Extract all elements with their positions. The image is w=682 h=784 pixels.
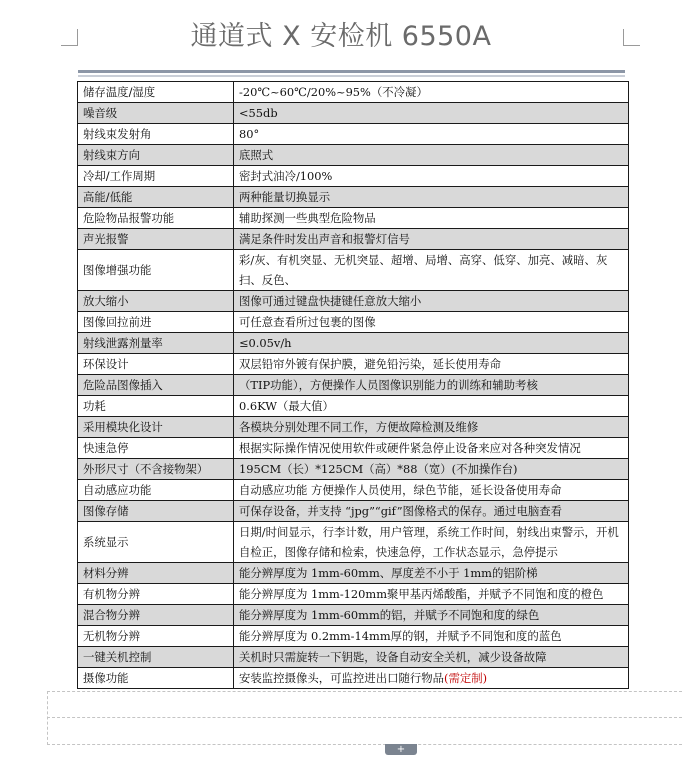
spec-value-text: 能分辨厚度为 1mm-60mm、厚度差不小于 1mm的铝阶梯 <box>239 566 538 580</box>
spec-value <box>234 187 629 208</box>
spec-value-text: 能分辨厚度为 1mm-120mm聚甲基丙烯酸酯，并赋予不同饱和度的橙色 <box>239 587 604 601</box>
spec-table <box>77 81 629 689</box>
spec-key: 系统显示 <box>78 522 234 563</box>
spec-value <box>234 417 629 438</box>
spec-key: 无机物分辨 <box>78 626 234 647</box>
spec-value <box>234 626 629 647</box>
table-row <box>78 584 629 605</box>
table-row <box>78 605 629 626</box>
table-row <box>78 354 629 375</box>
spec-value <box>234 563 629 584</box>
spec-key: 材料分辨 <box>78 563 234 584</box>
spec-value-text: 底照式 <box>239 148 274 162</box>
table-row <box>78 396 629 417</box>
table-row <box>78 82 629 103</box>
spec-value <box>234 647 629 668</box>
spec-value <box>234 584 629 605</box>
spec-value-text: （TIP功能），方便操作人员图像识别能力的训练和辅助考核 <box>239 378 538 392</box>
spec-key: 混合物分辨 <box>78 605 234 626</box>
spec-key: 采用模块化设计 <box>78 417 234 438</box>
spec-value <box>234 291 629 312</box>
table-row <box>78 166 629 187</box>
spec-value-text: <55db <box>239 106 278 120</box>
spec-value <box>234 605 629 626</box>
spec-key: 危险物品报警功能 <box>78 208 234 229</box>
spec-key: 储存温度/湿度 <box>78 82 234 103</box>
table-row <box>78 522 629 563</box>
spec-value <box>234 354 629 375</box>
spec-value <box>234 375 629 396</box>
spec-value <box>234 668 629 689</box>
page-break-line <box>47 744 682 745</box>
table-row <box>78 250 629 291</box>
table-row <box>78 417 629 438</box>
page-title: 通道式 X 安检机 6550A <box>190 21 492 52</box>
table-row <box>78 103 629 124</box>
spec-value-text: -20℃~60℃/20%~95%（不冷凝） <box>239 85 428 99</box>
spec-value-text: 彩/灰、有机突显、无机突显、超增、局增、高穿、低穿、加亮、减暗、灰扫、反色、 <box>239 253 608 287</box>
spec-value-text: 自动感应功能 方便操作人员使用，绿色节能，延长设备使用寿命 <box>239 483 562 497</box>
spec-value <box>234 480 629 501</box>
spec-value-text: 可保存设备，并支持 “jpg”“gif”图像格式的保存。通过电脑查看 <box>239 504 563 518</box>
spec-value <box>234 396 629 417</box>
table-row <box>78 480 629 501</box>
spec-value <box>234 166 629 187</box>
spec-key: 环保设计 <box>78 354 234 375</box>
spec-value-text: 可任意查看所过包裹的图像 <box>239 315 376 329</box>
spec-value <box>234 438 629 459</box>
spec-value-text: 图像可通过键盘快捷键任意放大缩小 <box>239 294 422 308</box>
spec-value <box>234 501 629 522</box>
table-row <box>78 145 629 166</box>
add-content-button[interactable]: + <box>385 744 417 755</box>
spec-key: 冷却/工作周期 <box>78 166 234 187</box>
spec-key: 图像增强功能 <box>78 250 234 291</box>
spec-value <box>234 103 629 124</box>
table-row <box>78 501 629 522</box>
spec-value-text: 0.6KW（最大值） <box>239 399 334 413</box>
spec-value-text: 各模块分别处理不同工作，方便故障检测及维修 <box>239 420 479 434</box>
table-row <box>78 563 629 584</box>
spec-value-text: 关机时只需旋转一下钥匙，设备自动安全关机，减少设备故障 <box>239 650 547 664</box>
spec-key: 射线束发射角 <box>78 124 234 145</box>
table-row <box>78 459 629 480</box>
spec-value <box>234 459 629 480</box>
spec-value <box>234 208 629 229</box>
spec-value-text: 双层铅帘外镀有保护膜，避免铅污染，延长使用寿命 <box>239 357 501 371</box>
spec-key: 图像回拉前进 <box>78 312 234 333</box>
table-row <box>78 312 629 333</box>
spec-key: 放大缩小 <box>78 291 234 312</box>
spec-value <box>234 312 629 333</box>
table-row <box>78 375 629 396</box>
spec-value-text: 195CM（长）*125CM（高）*88（宽）(不加操作台) <box>239 462 518 476</box>
spec-key: 摄像功能 <box>78 668 234 689</box>
table-row <box>78 124 629 145</box>
spec-value <box>234 333 629 354</box>
spec-value <box>234 229 629 250</box>
table-row <box>78 438 629 459</box>
spec-value <box>234 82 629 103</box>
spec-value-text: 日期/时间显示，行李计数，用户管理，系统工作时间，射线出束警示，开机自检正，图像存储和检索，快速急停，工作状态显示，急停提示 <box>239 525 619 559</box>
spec-key: 一键关机控制 <box>78 647 234 668</box>
spec-value <box>234 145 629 166</box>
page-break-line <box>47 691 682 692</box>
spec-value-text: 能分辨厚度为 1mm-60mm的铝，并赋予不同饱和度的绿色 <box>239 608 540 622</box>
spec-key: 图像存储 <box>78 501 234 522</box>
table-row <box>78 647 629 668</box>
table-row <box>78 229 629 250</box>
spec-key: 危险品图像插入 <box>78 375 234 396</box>
spec-key: 声光报警 <box>78 229 234 250</box>
table-row <box>78 668 629 689</box>
spec-value-text: 两种能量切换显示 <box>239 190 331 204</box>
spec-value-text: 80° <box>239 127 260 141</box>
spec-value <box>234 124 629 145</box>
spec-key: 功耗 <box>78 396 234 417</box>
spec-value-text: 满足条件时发出声音和报警灯信号 <box>239 232 410 246</box>
spec-key: 高能/低能 <box>78 187 234 208</box>
title-rule <box>78 70 625 77</box>
spec-value-text: 安装监控摄像头，可监控进出口随行物品 <box>239 671 445 685</box>
spec-value-text: 根据实际操作情况使用软件或硬件紧急停止设备来应对各种突发情况 <box>239 441 581 455</box>
custom-order-note: (需定制) <box>444 671 488 685</box>
page-margin-guide <box>47 691 49 745</box>
spec-key: 射线束方向 <box>78 145 234 166</box>
table-row <box>78 291 629 312</box>
spec-value-text: 密封式油冷/100% <box>239 169 333 183</box>
spec-key: 噪音级 <box>78 103 234 124</box>
spec-key: 有机物分辨 <box>78 584 234 605</box>
table-row <box>78 626 629 647</box>
spec-value <box>234 250 629 291</box>
spec-value-text: 辅助探测一些典型危险物品 <box>239 211 376 225</box>
spec-key: 射线泄露剂量率 <box>78 333 234 354</box>
table-row <box>78 333 629 354</box>
spec-value <box>234 522 629 563</box>
table-row <box>78 208 629 229</box>
page-break-line <box>47 717 682 718</box>
spec-key: 快速急停 <box>78 438 234 459</box>
spec-value-text: ≤0.05v/h <box>239 336 292 350</box>
table-row <box>78 187 629 208</box>
spec-value-text: 能分辨厚度为 0.2mm-14mm厚的钢，并赋予不同饱和度的蓝色 <box>239 629 562 643</box>
spec-key: 外形尺寸（不含接物架） <box>78 459 234 480</box>
spec-key: 自动感应功能 <box>78 480 234 501</box>
